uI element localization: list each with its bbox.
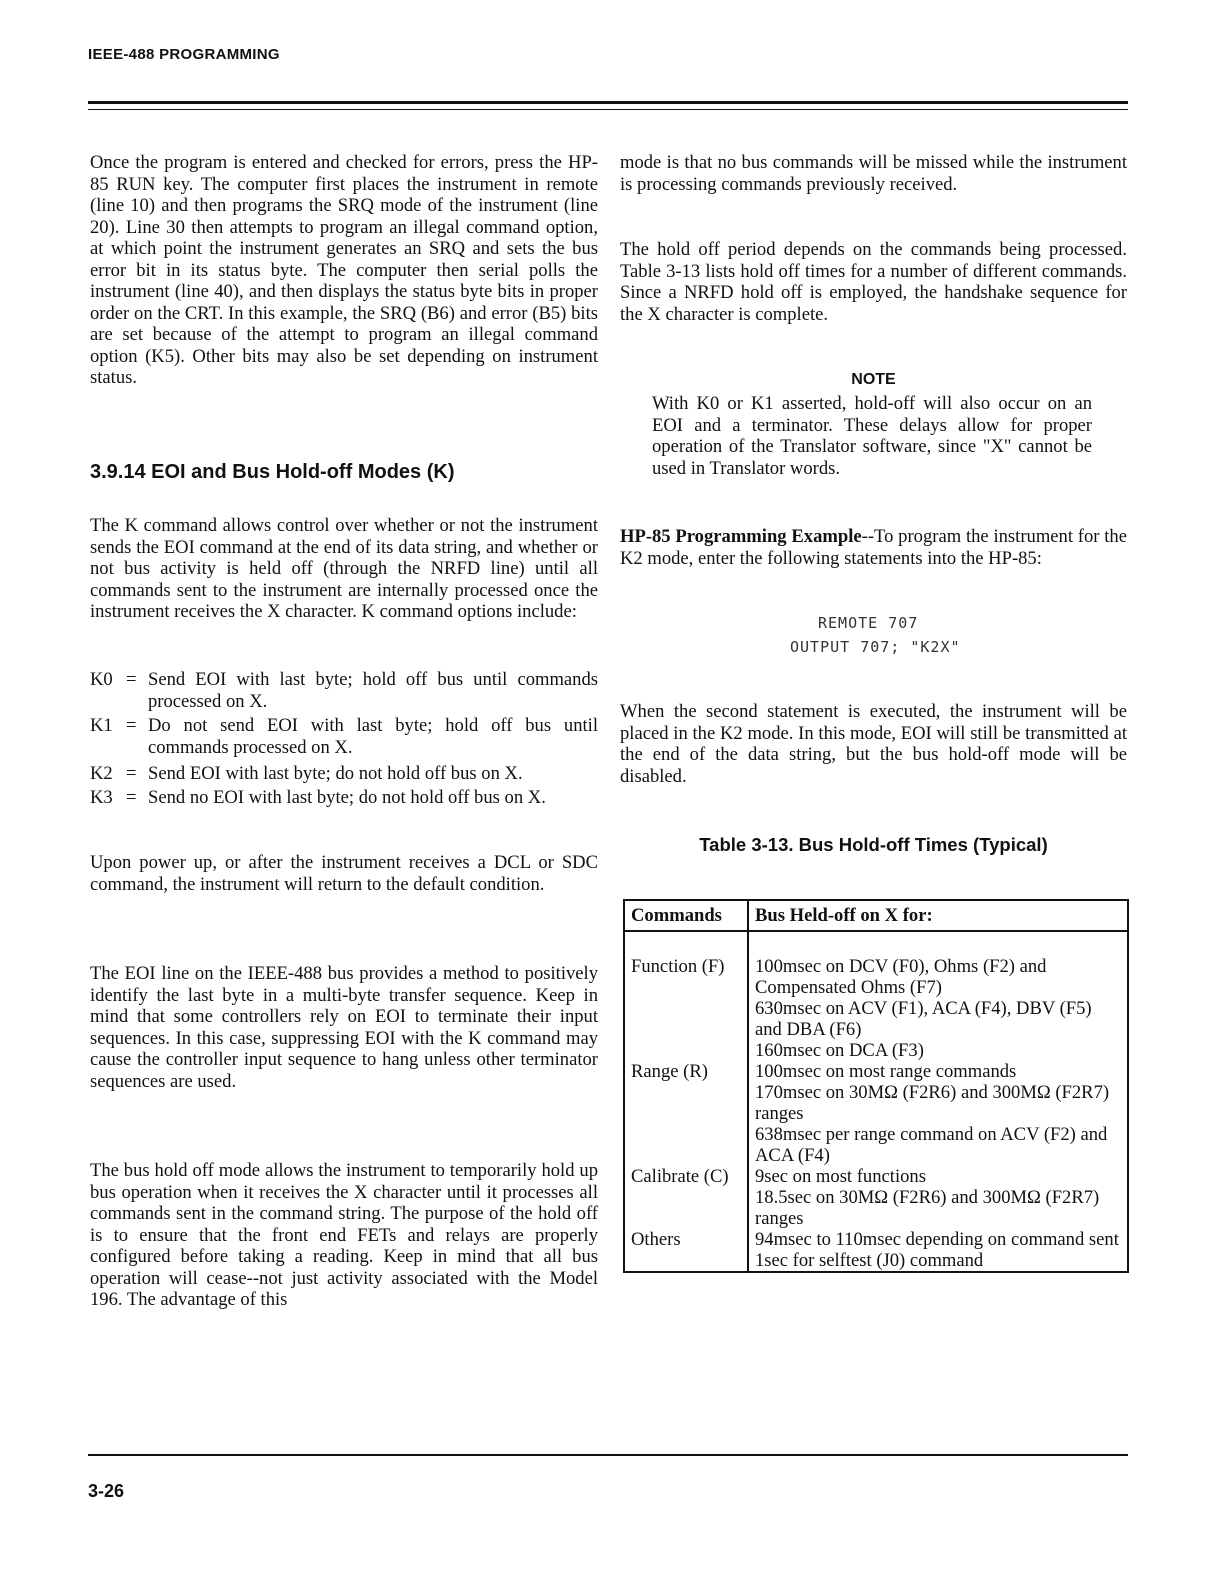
- table-caption: Table 3-13. Bus Hold-off Times (Typical): [699, 834, 1048, 855]
- header-rule-thin: [88, 109, 1128, 110]
- option-equals: =: [126, 669, 137, 690]
- table-cell-description: 100msec on DCV (F0), Ohms (F2) and Compensated Ohms (F7) 630msec on ACV (F1), ACA (F4), DBV (F5) and DBA (F6) 160msec on DCA (F3): [748, 956, 1128, 1061]
- table-cell-description: 94msec to 110msec depending on command sent 1sec for selftest (J0) command: [748, 1229, 1128, 1272]
- option-text: Send no EOI with last byte; do not hold off bus on X.: [148, 787, 546, 808]
- section-heading: 3.9.14 EOI and Bus Hold-off Modes (K): [90, 461, 455, 483]
- note-title: NOTE: [851, 371, 896, 388]
- table-header-held-off: Bus Held-off on X for:: [748, 900, 1128, 931]
- option-text: Send EOI with last byte; hold off bus until commands processed on X.: [148, 669, 598, 712]
- option-text: Send EOI with last byte; do not hold off bus on X.: [148, 763, 523, 784]
- option-code: K3: [90, 787, 113, 808]
- left-paragraph-4: The EOI line on the IEEE-488 bus provides a method to positively identify the last byte in a multi-byte transfer sequence. Keep in mind that some controllers rely on EOI to terminate their input sequences. In this case, suppressing EOI with the K command may cause the controller input sequence to hang unless other terminator sequences are used.: [90, 963, 598, 1092]
- table-row: [624, 1166, 1128, 1229]
- example-paragraph: [620, 526, 1127, 569]
- example-label: HP-85 Programming Example: [620, 526, 862, 547]
- note-text: With K0 or K1 asserted, hold-off will also occur on an EOI and a terminator. These delays allow for proper operation of the Translator software, since "X" cannot be used in Translator words.: [652, 393, 1092, 479]
- option-k0: [90, 669, 598, 712]
- table-header-row: [624, 900, 1128, 931]
- table-cell-command: Range (R): [624, 1061, 748, 1166]
- example-text: --To program the instrument for the K2 mode, enter the following statements into the HP-85:: [620, 526, 1127, 569]
- option-equals: =: [126, 787, 137, 808]
- table-cell-description: 9sec on most functions 18.5sec on 30MΩ (F2R6) and 300MΩ (F2R7) ranges: [748, 1166, 1128, 1229]
- table-cell-description: 100msec on most range commands 170msec on 30MΩ (F2R6) and 300MΩ (F2R7) ranges 638msec per range command on ACV (F2) and ACA (F4): [748, 1061, 1128, 1166]
- table-row: [624, 1061, 1128, 1166]
- right-paragraph-1: mode is that no bus commands will be missed while the instrument is processing commands previously received.: [620, 152, 1127, 195]
- table-cell-command: Others: [624, 1229, 748, 1272]
- right-paragraph-2: The hold off period depends on the commands being processed. Table 3-13 lists hold off times for a number of different commands. Since a NRFD hold off is employed, the handshake sequence for the X character is complete.: [620, 239, 1127, 325]
- page-number: 3-26: [88, 1481, 125, 1501]
- option-k3: [90, 787, 598, 809]
- table-row: [624, 1229, 1128, 1272]
- option-k1: [90, 715, 598, 758]
- option-code: K1: [90, 715, 113, 736]
- code-line-1: REMOTE 707: [818, 614, 919, 632]
- option-code: K2: [90, 763, 113, 784]
- running-header: IEEE-488 PROGRAMMING: [88, 46, 280, 63]
- table-row: [624, 956, 1128, 1061]
- footer-rule: [88, 1454, 1128, 1456]
- right-paragraph-3: When the second statement is executed, the instrument will be placed in the K2 mode. In this mode, EOI will still be transmitted at the end of the data string, but the bus hold-off mode will be disabled.: [620, 701, 1127, 787]
- table-cell-command: Function (F): [624, 956, 748, 1061]
- option-k2: [90, 763, 598, 785]
- option-equals: =: [126, 715, 137, 736]
- hold-off-table: [623, 899, 1129, 1273]
- option-equals: =: [126, 763, 137, 784]
- table-cell-command: Calibrate (C): [624, 1166, 748, 1229]
- table-header-commands: Commands: [624, 900, 748, 931]
- option-code: K0: [90, 669, 113, 690]
- code-line-2: OUTPUT 707; "K2X": [790, 638, 961, 656]
- option-text: Do not send EOI with last byte; hold off bus until commands processed on X.: [148, 715, 598, 758]
- left-paragraph-2: The K command allows control over whether or not the instrument sends the EOI command at the end of its data string, and whether or not bus activity is held off (through the NRFD line) until all commands sent to the instrument are internally processed once the instrument receives the X character. K command options include:: [90, 515, 598, 622]
- left-paragraph-5: The bus hold off mode allows the instrument to temporarily hold up bus operation when it receives the X character until it processes all commands sent in the command string. The purpose of the hold off is to ensure that the front end FETs and relays are properly configured before taking a reading. Keep in mind that all bus operation will cease--not just activity associated with the Model 196. The advantage of this: [90, 1160, 598, 1310]
- left-paragraph-3: Upon power up, or after the instrument receives a DCL or SDC command, the instrument will return to the default condition.: [90, 852, 598, 895]
- left-paragraph-1: Once the program is entered and checked for errors, press the HP-85 RUN key. The computer first places the instrument in remote (line 10) and then programs the SRQ mode of the instrument (line 20). Line 30 then attempts to program an illegal command option, at which point the instrument generates an SRQ and sets the bus error bit in its status byte. The computer then serial polls the instrument (line 40), and then displays the status byte bits in proper order on the CRT. In this example, the SRQ (B6) and error (B5) bits are set because of the attempt to program an illegal command option (K5). Other bits may also be set depending on instrument status.: [90, 152, 598, 388]
- header-rule-thick: [88, 101, 1128, 104]
